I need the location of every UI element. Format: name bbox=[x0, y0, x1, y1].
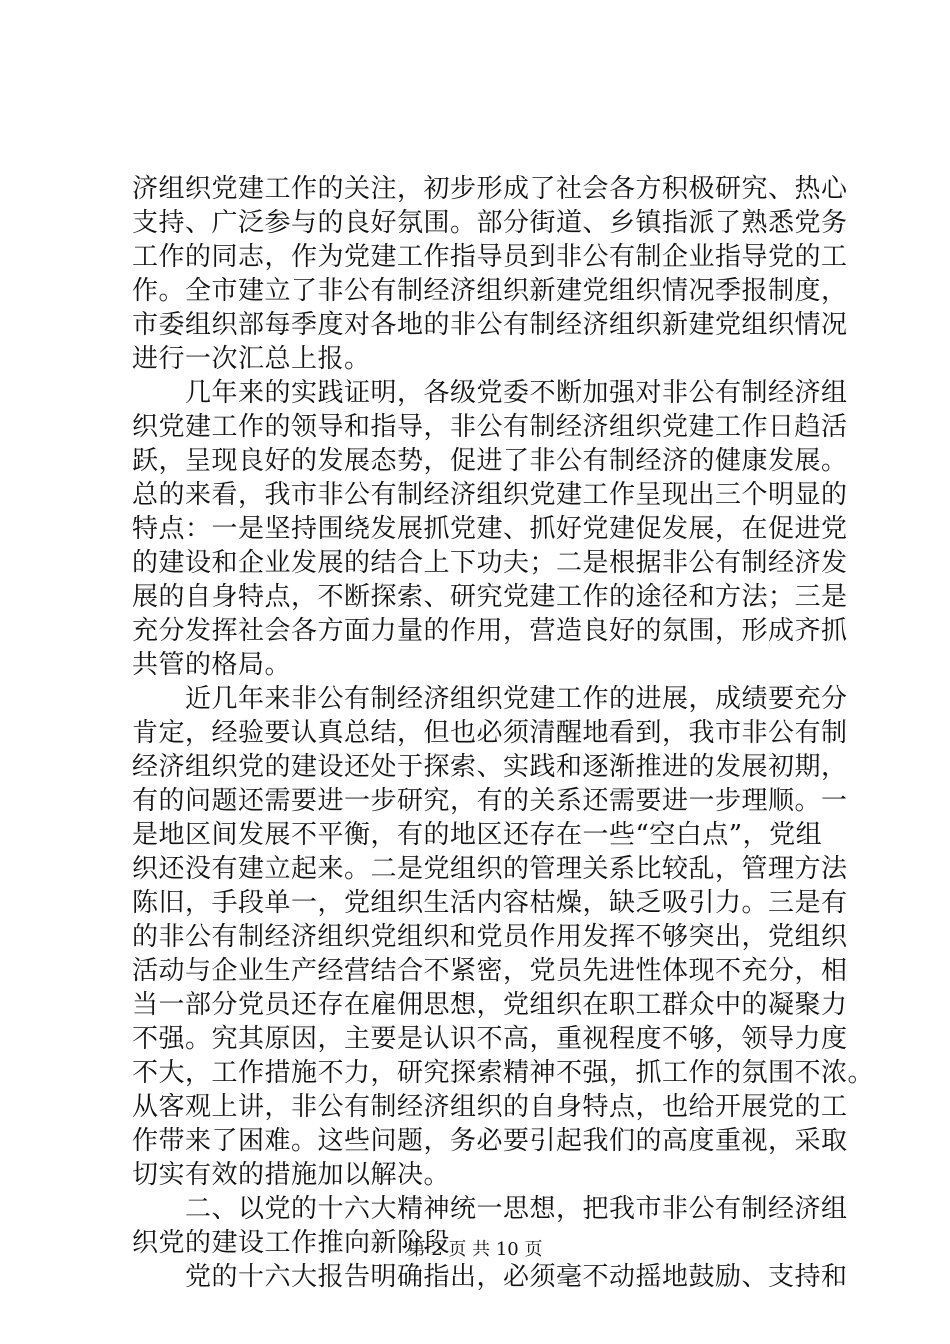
text-line: 充分发挥社会各方面力量的作用，营造良好的氛围，形成齐抓 bbox=[132, 616, 848, 646]
text-line: 跃，呈现良好的发展态势，促进了非公有制经济的健康发展。 bbox=[132, 446, 848, 476]
text-line: 从客观上讲，非公有制经济组织的自身特点，也给开展党的工 bbox=[132, 1092, 848, 1122]
text-line: 展的自身特点，不断探索、研究党建工作的途径和方法；三是 bbox=[132, 582, 848, 612]
text-line: 不大，工作措施不力，研究探索精神不强，抓工作的氛围不浓。 bbox=[132, 1058, 875, 1088]
text-line: 是地区间发展不平衡，有的地区还存在一些“空白点”，党组 bbox=[132, 820, 823, 850]
text-line: 几年来的实践证明，各级党委不断加强对非公有制经济组 bbox=[132, 378, 848, 408]
text-line: 织党建工作的领导和指导，非公有制经济组织党建工作日趋活 bbox=[132, 412, 848, 442]
text-line: 市委组织部每季度对各地的非公有制经济组织新建党组织情况 bbox=[132, 310, 848, 340]
text-line: 当一部分党员还存在雇佣思想，党组织在职工群众中的凝聚力 bbox=[132, 990, 848, 1020]
text-line: 支持、广泛参与的良好氛围。部分街道、乡镇指派了熟悉党务 bbox=[132, 208, 848, 238]
text-line: 工作的同志，作为党建工作指导员到非公有制企业指导党的工 bbox=[132, 242, 848, 272]
page-footer bbox=[0, 1238, 950, 1262]
text-line: 陈旧，手段单一，党组织生活内容枯燥，缺乏吸引力。三是有 bbox=[132, 888, 848, 918]
text-line: 二、以党的十六大精神统一思想，把我市非公有制经济组 bbox=[132, 1194, 848, 1224]
text-line: 近几年来非公有制经济组织党建工作的进展，成绩要充分 bbox=[132, 684, 848, 714]
text-line: 织党的建设工作推向新阶段 bbox=[132, 1228, 451, 1258]
text-line: 的非公有制经济组织党组织和党员作用发挥不够突出，党组织 bbox=[132, 922, 848, 952]
text-line: 总的来看，我市非公有制经济组织党建工作呈现出三个明显的 bbox=[132, 480, 848, 510]
text-line: 共管的格局。 bbox=[132, 650, 292, 680]
text-line: 有的问题还需要进一步研究，有的关系还需要进一步理顺。一 bbox=[132, 786, 848, 816]
text-line: 切实有效的措施加以解决。 bbox=[132, 1160, 451, 1190]
text-line: 党的十六大报告明确指出，必须毫不动摇地鼓励、支持和 bbox=[132, 1262, 848, 1292]
body-text bbox=[132, 172, 875, 1294]
text-line: 织还没有建立起来。二是党组织的管理关系比较乱，管理方法 bbox=[132, 854, 848, 884]
text-line: 不强。究其原因，主要是认识不高，重视程度不够，领导力度 bbox=[132, 1024, 848, 1054]
page-number-label: 第 2 页 共 10 页 bbox=[407, 1239, 543, 1260]
text-line: 进行一次汇总上报。 bbox=[132, 344, 371, 374]
text-line: 经济组织党的建设还处于探索、实践和逐渐推进的发展初期， bbox=[132, 752, 848, 782]
text-line: 活动与企业生产经营结合不紧密，党员先进性体现不充分，相 bbox=[132, 956, 848, 986]
text-line: 作带来了困难。这些问题，务必要引起我们的高度重视，采取 bbox=[132, 1126, 848, 1156]
text-line: 的建设和企业发展的结合上下功夫；二是根据非公有制经济发 bbox=[132, 548, 848, 578]
text-line: 特点：一是坚持围绕发展抓党建、抓好党建促发展，在促进党 bbox=[132, 514, 848, 544]
text-line: 作。全市建立了非公有制经济组织新建党组织情况季报制度， bbox=[132, 276, 848, 306]
text-line: 济组织党建工作的关注，初步形成了社会各方积极研究、热心 bbox=[132, 174, 848, 204]
text-line: 肯定，经验要认真总结，但也必须清醒地看到，我市非公有制 bbox=[132, 718, 848, 748]
